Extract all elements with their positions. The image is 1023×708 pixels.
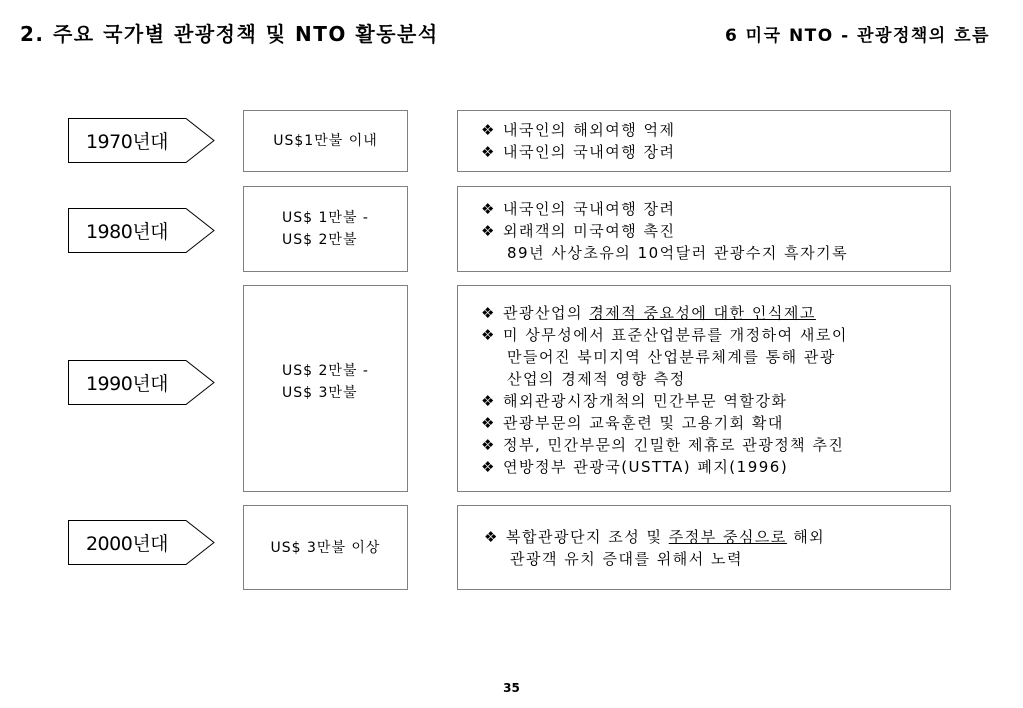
policy-text: 관광부문의 교육훈련 및 고용기회 확대: [503, 414, 784, 432]
income-box: [243, 110, 408, 172]
policy-item: [481, 220, 950, 242]
policy-box: [457, 505, 951, 590]
policy-text: 외래객의 미국여행 촉진: [503, 222, 676, 240]
diamond-bullet-icon: ❖: [484, 528, 498, 546]
policy-text-underlined: 주정부 중심으로: [668, 528, 787, 546]
policy-item: [484, 526, 950, 548]
era-arrow: [68, 208, 215, 253]
era-label: 1970년대: [85, 131, 169, 153]
policy-item-continuation: [481, 346, 950, 368]
policy-item: [481, 390, 950, 412]
income-line: US$ 2만불: [282, 232, 358, 248]
diamond-bullet-icon: ❖: [481, 392, 495, 410]
era-arrow: [68, 118, 215, 163]
diamond-bullet-icon: ❖: [481, 143, 495, 161]
page-title: 2. 주요 국가별 관광정책 및 NTO 활동분석: [20, 22, 439, 46]
policy-text-underlined: 경제적 중요성에 대한 인식제고: [589, 304, 816, 322]
policy-item-continuation: [481, 242, 950, 264]
income-box: [243, 285, 408, 492]
policy-text: 내국인의 국내여행 장려: [503, 200, 676, 218]
era-arrow: [68, 520, 215, 565]
income-line: US$ 3만불 이상: [270, 539, 381, 556]
policy-item: [481, 198, 950, 220]
policy-text: 내국인의 해외여행 억제: [503, 121, 676, 139]
era-label: 2000년대: [85, 533, 169, 555]
policy-box: [457, 110, 951, 172]
policy-text: 관광산업의: [503, 304, 590, 322]
diamond-bullet-icon: ❖: [481, 436, 495, 454]
policy-box: [457, 285, 951, 492]
diamond-bullet-icon: ❖: [481, 458, 495, 476]
policy-item: [481, 412, 950, 434]
policy-text: 해외: [786, 528, 826, 546]
policy-item: [481, 456, 950, 478]
income-line: US$ 2만불 -: [282, 362, 369, 379]
policy-text: 미 상무성에서 표준산업분류를 개정하여 새로이: [503, 326, 848, 344]
policy-box: [457, 186, 951, 272]
income-box: [243, 186, 408, 272]
policy-text: 내국인의 국내여행 장려: [503, 143, 676, 161]
policy-text: 89년 사상초유의 10억달러 관광수지 흑자기록: [507, 244, 849, 262]
income-line: US$1만불 이내: [273, 133, 378, 149]
policy-item-continuation: [484, 548, 950, 570]
policy-text: 만들어진 북미지역 산업분류체계를 통해 관광: [507, 348, 836, 366]
era-arrow: [68, 360, 215, 405]
policy-text: 산업의 경제적 영향 측정: [507, 370, 686, 388]
diamond-bullet-icon: ❖: [481, 326, 495, 344]
policy-item: [481, 434, 950, 456]
diamond-bullet-icon: ❖: [481, 121, 495, 139]
page-number: 35: [503, 681, 520, 695]
era-label: 1990년대: [85, 373, 169, 395]
income-line: US$ 3만불: [282, 384, 358, 401]
policy-text: 정부, 민간부문의 긴밀한 제휴로 관광정책 추진: [503, 436, 845, 454]
policy-item: [481, 302, 950, 324]
diamond-bullet-icon: ❖: [481, 304, 495, 322]
era-label: 1980년대: [85, 221, 169, 243]
policy-text: 관광객 유치 증대를 위해서 노력: [510, 550, 743, 568]
section-title: 6 미국 NTO - 관광정책의 흐름: [724, 26, 990, 46]
policy-text: 해외관광시장개척의 민간부문 역할강화: [503, 392, 788, 410]
diamond-bullet-icon: ❖: [481, 200, 495, 218]
policy-item-continuation: [481, 368, 950, 390]
diamond-bullet-icon: ❖: [481, 222, 495, 240]
policy-item: [481, 324, 950, 346]
policy-text: 복합관광단지 조성 및: [506, 528, 669, 546]
policy-text: 연방정부 관광국(USTTA) 폐지(1996): [503, 458, 789, 476]
income-line: US$ 1만불 -: [282, 210, 369, 226]
policy-item: [481, 141, 950, 163]
policy-item: [481, 119, 950, 141]
diamond-bullet-icon: ❖: [481, 414, 495, 432]
income-box: [243, 505, 408, 590]
